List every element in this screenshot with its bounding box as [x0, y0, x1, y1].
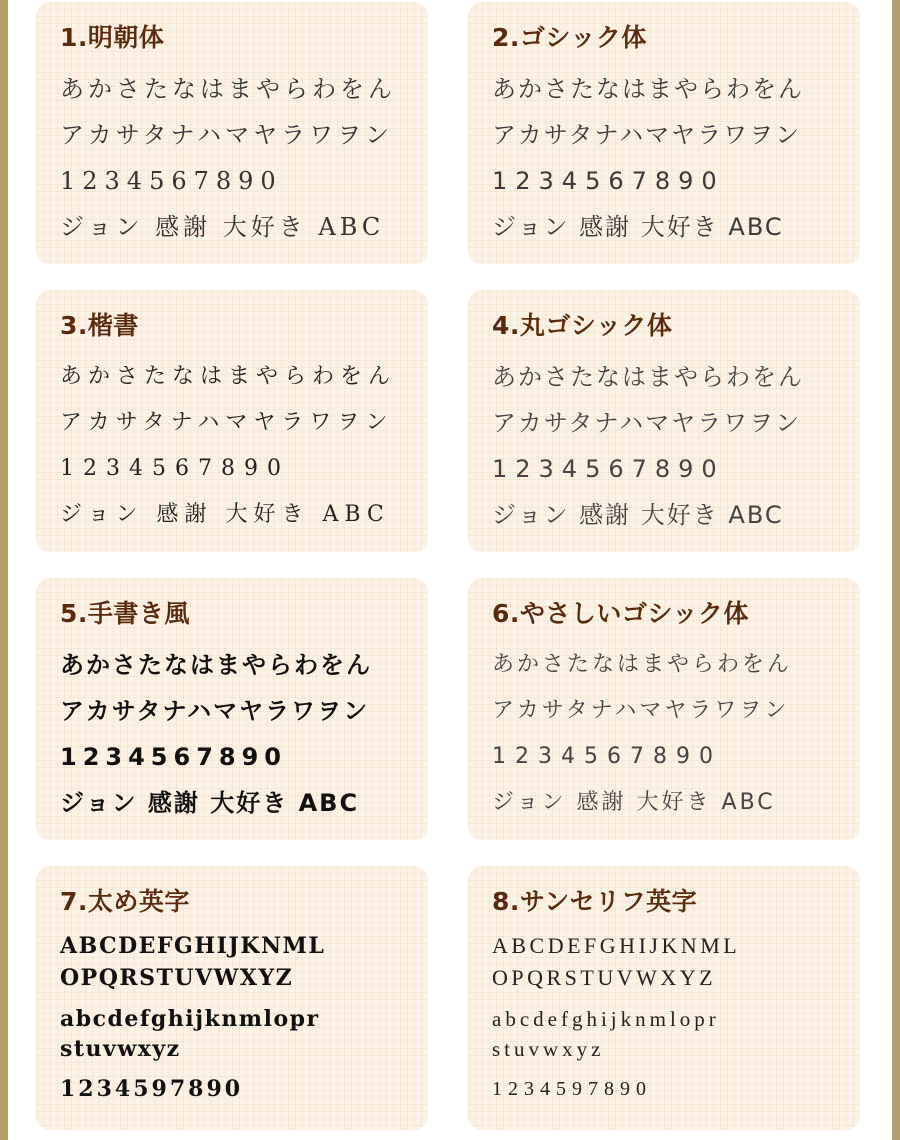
word-sample: ジョン 感謝 大好き ABC [492, 790, 776, 815]
katakana-sample: アカサタナハマヤラワヲン [60, 121, 394, 149]
uppercase-sample-2: OPQRSTUVWXYZ [60, 965, 294, 991]
number-sample: 1234567890 [492, 455, 725, 483]
card-title: 6.やさしいゴシック体 [492, 599, 749, 628]
katakana-sample: アカサタナハマヤラワヲン [492, 409, 802, 437]
uppercase-sample-1: ABCDEFGHIJKNML [492, 933, 741, 958]
number-sample: 1234597890 [60, 1076, 244, 1102]
number-sample: 1234567890 [60, 456, 290, 481]
word-sample: ジョン 感謝 大好き ABC [60, 789, 360, 817]
katakana-sample: アカサタナハマヤラワヲン [60, 697, 370, 725]
word-sample: ジョン 感謝 大好き ABC [492, 501, 784, 529]
font-card-handwritten[interactable] [36, 578, 428, 840]
font-card-kaisho[interactable] [36, 290, 428, 552]
font-card-sans-serif-latin[interactable] [468, 866, 860, 1130]
card-title: 1.明朝体 [60, 23, 165, 52]
number-sample: 1234597890 [492, 1078, 652, 1100]
card-title: 2.ゴシック体 [492, 23, 647, 52]
card-title: 4.丸ゴシック体 [492, 311, 673, 340]
lowercase-sample-2: stuvwxyz [60, 1036, 181, 1062]
card-title: 5.手書き風 [60, 599, 190, 628]
font-card-bold-latin[interactable] [36, 866, 428, 1130]
hiragana-sample: あかさたなはまやらわをん [60, 75, 396, 103]
number-sample: 1234567890 [492, 744, 722, 769]
word-sample: ジョン 感謝 大好き ABC [60, 502, 390, 527]
katakana-sample: アカサタナハマヤラワヲン [492, 698, 790, 723]
hiragana-sample: あかさたなはまやらわをん [492, 363, 804, 391]
uppercase-sample-1: ABCDEFGHIJKNML [60, 933, 326, 959]
lowercase-sample-1: abcdefghijknmlopr [60, 1006, 320, 1032]
number-sample: 1234567890 [60, 167, 283, 195]
lowercase-sample-1: abcdefghijknmlopr [492, 1007, 720, 1031]
word-sample: ジョン 感謝 大好き ABC [492, 213, 784, 241]
font-card-mincho[interactable] [36, 2, 428, 264]
font-sample-page [8, 0, 892, 1140]
hiragana-sample: あかさたなはまやらわをん [60, 651, 372, 679]
font-card-gothic[interactable] [468, 2, 860, 264]
uppercase-sample-2: OPQRSTUVWXYZ [492, 965, 717, 990]
lowercase-sample-2: stuvwxyz [492, 1037, 605, 1061]
katakana-sample: アカサタナハマヤラワヲン [492, 121, 802, 149]
number-sample: 1234567890 [60, 743, 287, 771]
font-card-gentle-gothic[interactable] [468, 578, 860, 840]
card-title: 7.太め英字 [60, 887, 190, 916]
font-card-maru-gothic[interactable] [468, 290, 860, 552]
card-title: 3.楷書 [60, 311, 139, 340]
card-title: 8.サンセリフ英字 [492, 887, 698, 916]
word-sample: ジョン 感謝 大好き ABC [60, 213, 385, 241]
hiragana-sample: あかさたなはまやらわをん [492, 652, 793, 677]
hiragana-sample: あかさたなはまやらわをん [60, 364, 397, 389]
number-sample: 1234567890 [492, 167, 725, 195]
hiragana-sample: あかさたなはまやらわをん [492, 75, 804, 103]
katakana-sample: アカサタナハマヤラワヲン [60, 410, 394, 435]
